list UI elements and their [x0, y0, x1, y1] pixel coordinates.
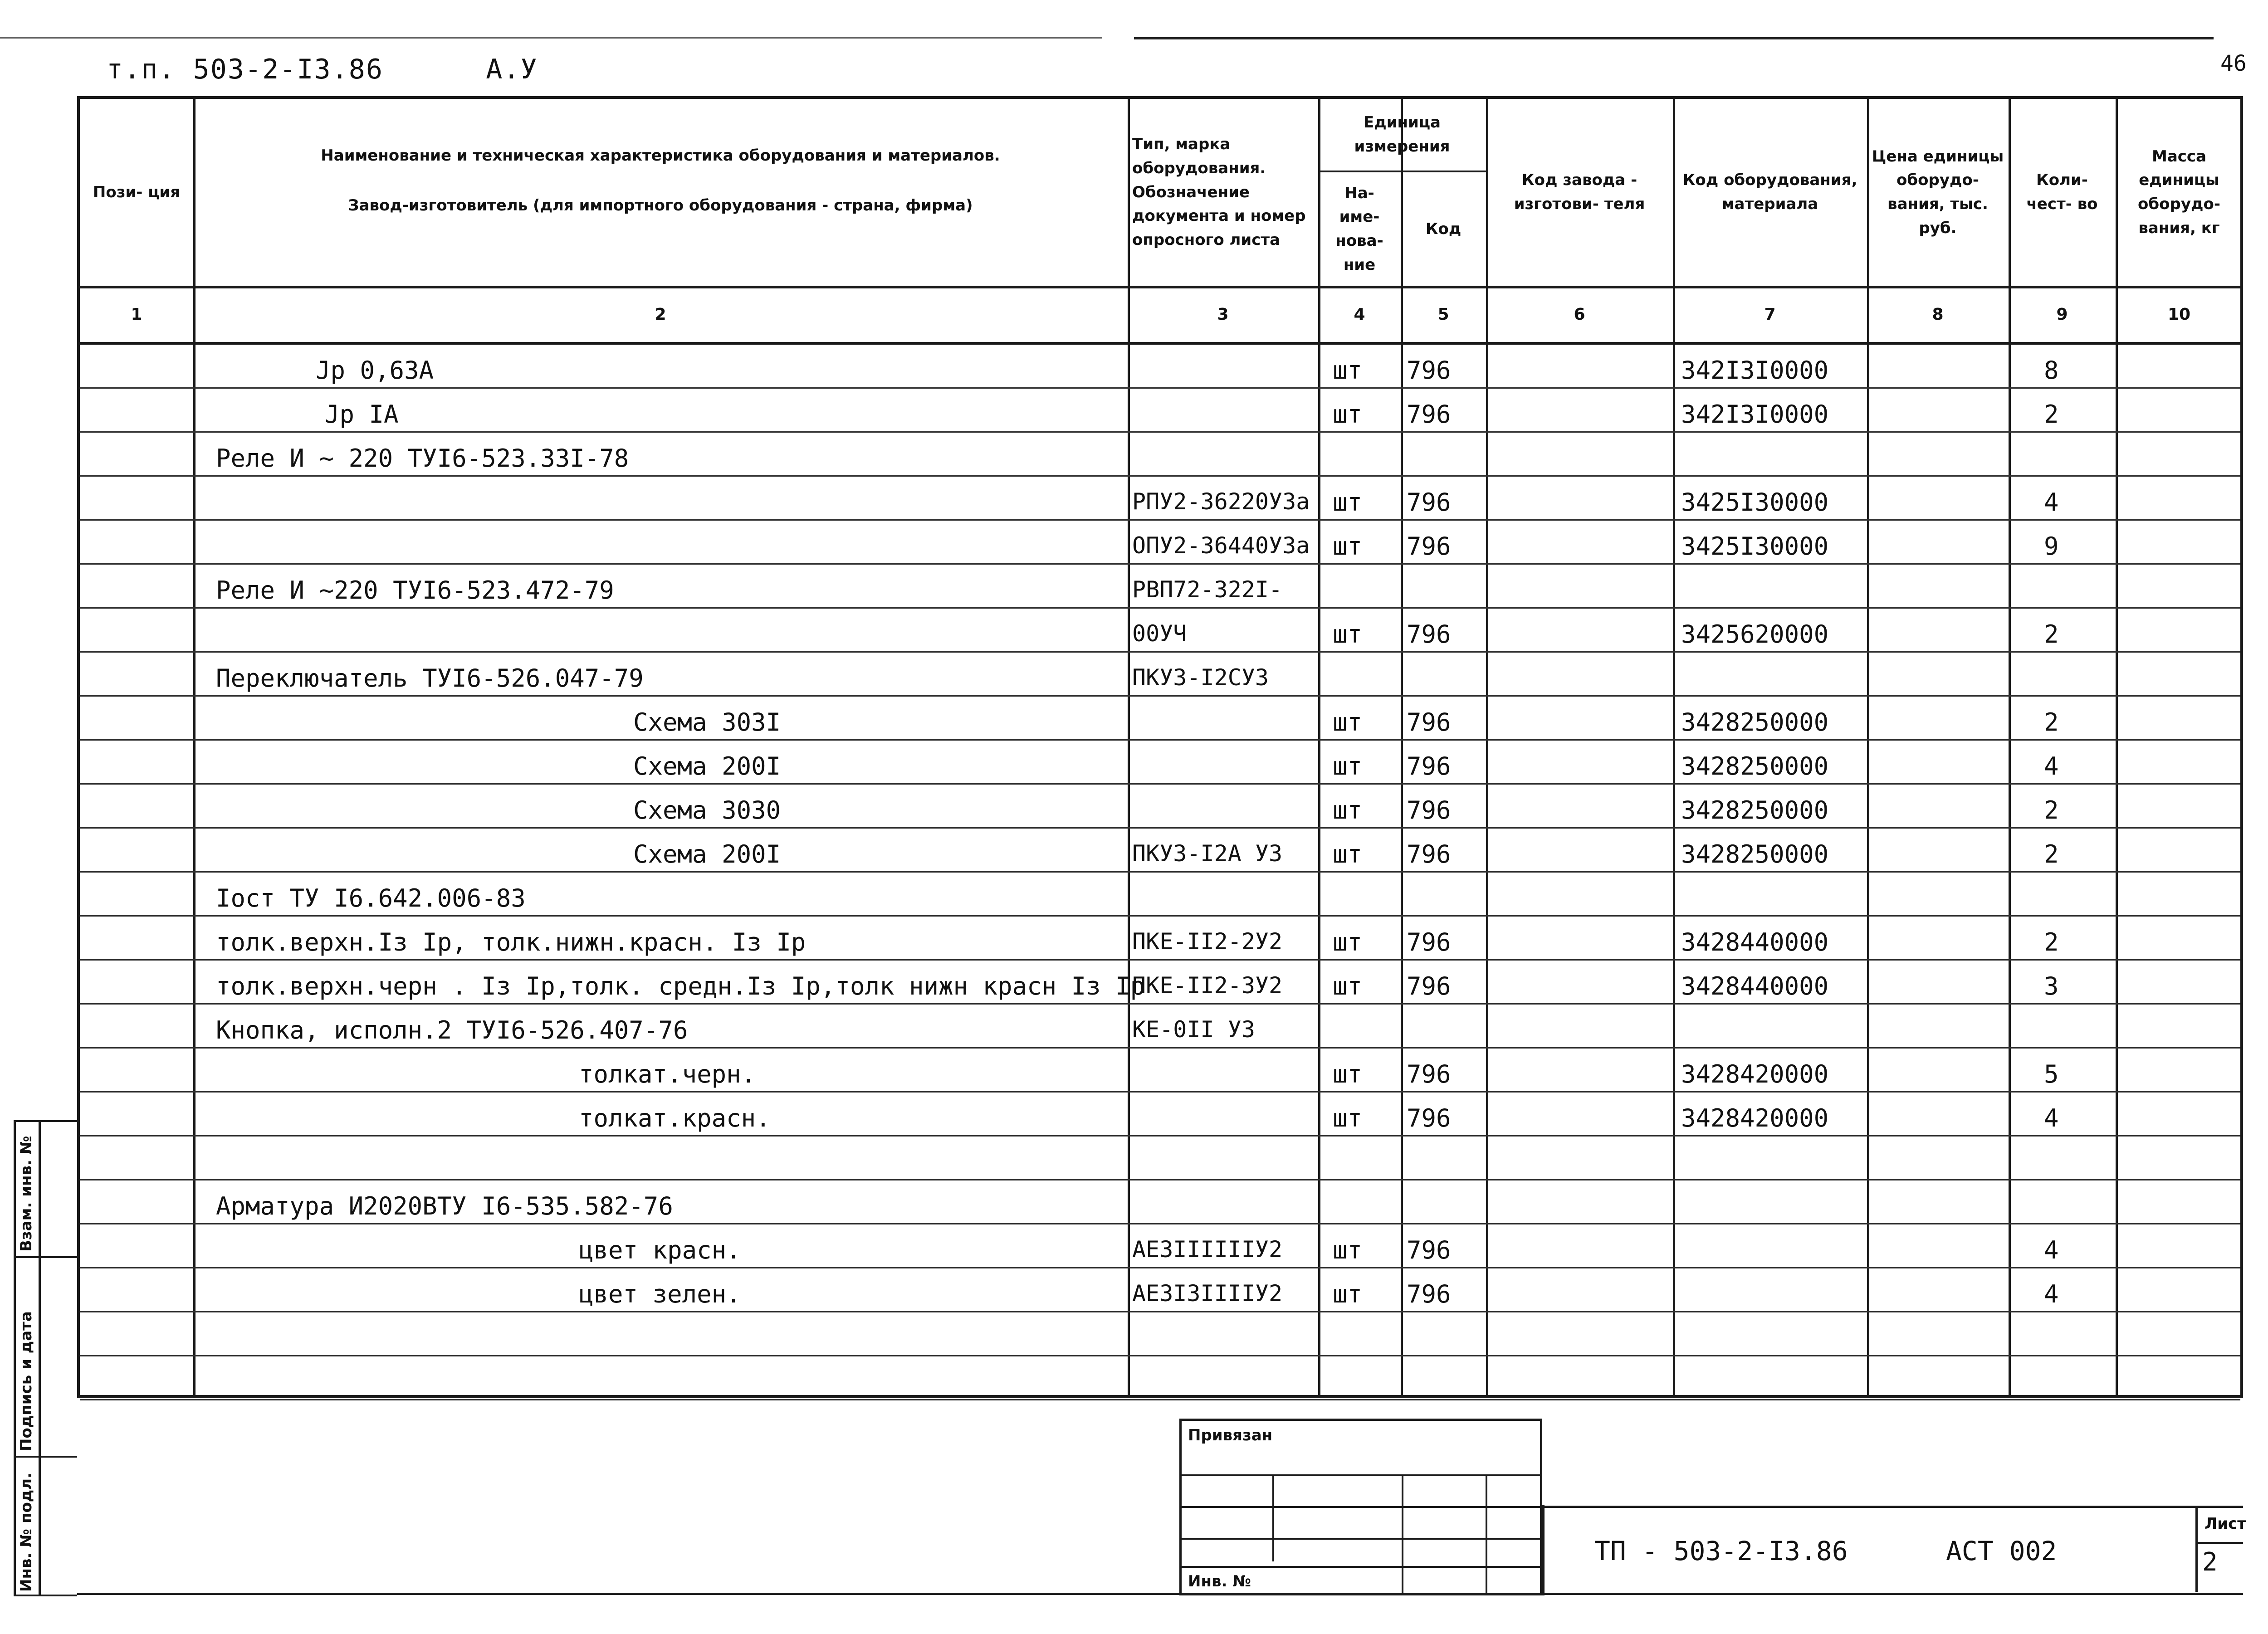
table-row: [80, 1136, 2240, 1180]
unit-code-cell: 796: [1407, 708, 1451, 737]
table-row: [80, 829, 2240, 873]
unit-name-cell: шт: [1333, 972, 1363, 1000]
name-cell: Кнопка, исполн.2 ТУI6-526.407-76: [216, 1016, 688, 1044]
table-row: [80, 1356, 2240, 1400]
name-cell: Jр IA: [325, 400, 399, 429]
unit-name-cell: шт: [1333, 620, 1363, 649]
sheet-value: 2: [2202, 1547, 2218, 1577]
quantity-cell: 2: [2044, 840, 2059, 868]
quantity-cell: 2: [2044, 620, 2059, 649]
name-cell: толк.верхн.Iз Iр, толк.нижн.красн. Iз Iр: [216, 928, 806, 956]
colnum-5: 5: [1437, 305, 1449, 324]
quantity-cell: 9: [2044, 532, 2059, 561]
quantity-cell: 2: [2044, 796, 2059, 824]
name-cell: толкат.черн.: [579, 1060, 756, 1088]
type-cell: 00УЧ: [1132, 620, 1187, 647]
type-cell: ПКУЗ-I2СУЗ: [1132, 664, 1269, 691]
quantity-cell: 4: [2044, 752, 2059, 780]
name-cell: Схема 3030: [633, 796, 781, 824]
header-name-line1: Наименование и техническая характеристика оборудования и материалов.: [321, 146, 1000, 165]
colnum-9: 9: [2056, 305, 2068, 324]
unit-code-cell: 796: [1407, 840, 1451, 868]
margin-outer-line: [14, 1120, 16, 1596]
equipment-code-cell: 3428440000: [1681, 972, 1829, 1000]
name-cell: Переключатель ТУI6-526.047-79: [216, 664, 644, 693]
unit-code-cell: 796: [1407, 796, 1451, 824]
header-bottom-line: [80, 286, 2240, 288]
document-ref: [107, 54, 538, 85]
type-cell: ПКЕ-II2-3У2: [1132, 972, 1283, 999]
unit-code-cell: 796: [1407, 1236, 1451, 1264]
type-cell: АЕ3IIIIIIУ2: [1132, 1236, 1283, 1263]
quantity-cell: 4: [2044, 1104, 2059, 1132]
header-mass: Масса единицы оборудо- вания, кг: [2138, 147, 2220, 237]
margin-top-line: [14, 1120, 77, 1122]
table-row: [80, 1268, 2240, 1312]
unit-name-cell: шт: [1333, 1104, 1363, 1132]
header-unit-name: На- име- нова- ние: [1335, 184, 1383, 274]
name-cell: Реле И ~220 ТУI6-523.472-79: [216, 576, 614, 605]
table-row: [80, 1224, 2240, 1268]
equipment-code-cell: 3428440000: [1681, 928, 1829, 956]
margin-sep-2: [14, 1456, 77, 1458]
unit-code-cell: 796: [1407, 1104, 1451, 1132]
unit-name-cell: шт: [1333, 1060, 1363, 1088]
unit-name-cell: шт: [1333, 1236, 1363, 1264]
header-unit-group: Единица измерения: [1354, 113, 1450, 156]
unit-code-cell: 796: [1407, 488, 1451, 517]
type-cell: КЕ-0II УЗ: [1132, 1016, 1255, 1043]
header-unit-code: Код: [1425, 219, 1461, 238]
unit-code-cell: 796: [1407, 1060, 1451, 1088]
type-cell: РПУ2-36220УЗа: [1132, 488, 1310, 515]
table-row: [80, 609, 2240, 653]
sheet-number: 46: [2220, 51, 2247, 76]
name-cell: цвет зелен.: [579, 1280, 741, 1308]
quantity-cell: 8: [2044, 356, 2059, 385]
title-block: [1542, 1506, 2246, 1592]
stamp-vline-1: [1272, 1474, 1274, 1561]
type-cell: РВП72-322I-: [1132, 576, 1283, 603]
table-row: [80, 961, 2240, 1005]
header-type: Тип, марка оборудования. Обозначение документа и номер опросного листа: [1132, 135, 1306, 249]
type-cell: ОПУ2-36440УЗа: [1132, 532, 1310, 559]
margin-stamp: [14, 1120, 77, 1596]
binding-stamp: [1179, 1419, 1542, 1595]
header-position: Пози- ция: [93, 183, 181, 201]
section-text: А.У: [486, 54, 538, 85]
colnum-4: 4: [1354, 305, 1365, 324]
margin-inv-podl: Инв. № подл.: [17, 1472, 35, 1592]
equipment-code-cell: 3428420000: [1681, 1104, 1829, 1132]
colnum-10: 10: [2167, 305, 2191, 324]
header-equipment-code: Код оборудования, материала: [1682, 171, 1857, 213]
header-name-line2: Завод-изготовитель (для импортного оборудования - страна, фирма): [348, 196, 973, 215]
type-cell: ПКУЗ-I2А УЗ: [1132, 840, 1283, 867]
table-row: [80, 1180, 2240, 1224]
name-cell: толк.верхн.черн . Iз Iр,толк. средн.Iз Iр,толк нижн красн Iз Iр: [216, 972, 1145, 1000]
quantity-cell: 4: [2044, 1236, 2059, 1264]
stamp-vline-2: [1402, 1474, 1403, 1593]
quantity-cell: 2: [2044, 708, 2059, 737]
unit-name-cell: шт: [1333, 928, 1363, 956]
equipment-code-cell: 3428250000: [1681, 840, 1829, 868]
stamp-vline-3: [1486, 1474, 1487, 1593]
table-row: [80, 1312, 2240, 1356]
specification-table: [77, 96, 2243, 1398]
type-cell: АЕ3I3IIIIУ2: [1132, 1280, 1283, 1307]
quantity-cell: 3: [2044, 972, 2059, 1000]
table-row: [80, 1005, 2240, 1049]
unit-code-cell: 796: [1407, 400, 1451, 429]
margin-sep-1: [14, 1256, 77, 1258]
type-cell: ПКЕ-II2-2У2: [1132, 928, 1283, 955]
inventory-label: Инв. №: [1188, 1572, 1251, 1590]
unit-name-cell: шт: [1333, 840, 1363, 868]
equipment-code-cell: 3428250000: [1681, 708, 1829, 737]
header-price: Цена единицы оборудо- вания, тыс. руб.: [1872, 147, 2004, 237]
quantity-cell: 4: [2044, 1280, 2059, 1308]
colnum-1: 1: [131, 305, 142, 324]
top-rule-left: [0, 37, 1102, 39]
margin-vzam-inv: Взам. инв. №: [17, 1136, 35, 1252]
margin-sign-date: Подпись и дата: [17, 1311, 35, 1451]
equipment-code-cell: 342I3I0000: [1681, 356, 1829, 385]
table-row: [80, 1093, 2240, 1136]
table-row: [80, 785, 2240, 829]
unit-code-cell: 796: [1407, 752, 1451, 780]
equipment-code-cell: 3428420000: [1681, 1060, 1829, 1088]
sheet-label: Лист: [2204, 1515, 2246, 1533]
margin-inner-line: [39, 1120, 41, 1596]
unit-name-cell: шт: [1333, 356, 1363, 385]
quantity-cell: 4: [2044, 488, 2059, 517]
unit-code-cell: 796: [1407, 532, 1451, 561]
quantity-cell: 5: [2044, 1060, 2059, 1088]
name-cell: Схема 200I: [633, 840, 781, 868]
title-doc-ref: ТП - 503-2-I3.86: [1594, 1536, 1848, 1566]
unit-code-cell: 796: [1407, 356, 1451, 385]
equipment-code-cell: 3425620000: [1681, 620, 1829, 649]
ref-text: т.п. 503-2-I3.86: [107, 54, 383, 85]
top-rule-right: [1134, 37, 2214, 39]
name-cell: толкат.красн.: [579, 1104, 771, 1132]
table-row: [80, 565, 2240, 609]
colnum-2: 2: [655, 305, 666, 324]
margin-bottom-line: [14, 1595, 77, 1596]
unit-code-cell: 796: [1407, 928, 1451, 956]
table-row: [80, 741, 2240, 785]
colnum-8: 8: [1932, 305, 1944, 324]
unit-code-cell: 796: [1407, 972, 1451, 1000]
table-row: [80, 1049, 2240, 1093]
equipment-code-cell: 342I3I0000: [1681, 400, 1829, 429]
name-cell: Реле И ~ 220 ТУI6-523.33I-78: [216, 444, 629, 473]
table-row: [80, 477, 2240, 521]
colnum-6: 6: [1574, 305, 1585, 324]
equipment-code-cell: 3428250000: [1681, 752, 1829, 780]
name-cell: Схема 303I: [633, 708, 781, 737]
table-row: [80, 653, 2240, 697]
unit-name-cell: шт: [1333, 752, 1363, 780]
bottom-frame-line: [77, 1593, 2243, 1595]
title-left-line: [1542, 1505, 1545, 1595]
name-cell: Jр 0,63А: [316, 356, 434, 385]
table-row: [80, 389, 2240, 433]
name-cell: Iост ТУ I6.642.006-83: [216, 884, 526, 912]
table-row: [80, 697, 2240, 741]
header-quantity: Коли- чест- во: [2026, 171, 2098, 213]
name-cell: Арматура И2020ВТУ I6-535.582-76: [216, 1192, 673, 1220]
equipment-code-cell: 3428250000: [1681, 796, 1829, 824]
unit-name-cell: шт: [1333, 488, 1363, 517]
binding-label: Привязан: [1188, 1426, 1273, 1444]
name-cell: Схема 200I: [633, 752, 781, 780]
table-row: [80, 345, 2240, 389]
table-row: [80, 873, 2240, 917]
unit-name-cell: шт: [1333, 796, 1363, 824]
table-row: [80, 917, 2240, 961]
header-maker-code: Код завода - изготови- теля: [1514, 171, 1645, 213]
table-row: [80, 521, 2240, 565]
colnum-3: 3: [1217, 305, 1229, 324]
unit-name-cell: шт: [1333, 400, 1363, 429]
title-top-line: [1542, 1506, 2243, 1508]
name-cell: цвет красн.: [579, 1236, 741, 1264]
unit-code-cell: 796: [1407, 1280, 1451, 1308]
quantity-cell: 2: [2044, 400, 2059, 429]
title-sheet-sep: [2195, 1506, 2198, 1592]
unit-code-cell: 796: [1407, 620, 1451, 649]
unit-name-cell: шт: [1333, 708, 1363, 737]
title-doc-code: АСТ 002: [1946, 1536, 2057, 1566]
quantity-cell: 2: [2044, 928, 2059, 956]
equipment-code-cell: 3425I30000: [1681, 488, 1829, 517]
equipment-code-cell: 3425I30000: [1681, 532, 1829, 561]
colnum-7: 7: [1764, 305, 1776, 324]
unit-name-cell: шт: [1333, 532, 1363, 561]
table-row: [80, 433, 2240, 477]
unit-name-cell: шт: [1333, 1280, 1363, 1308]
title-sheet-line: [2198, 1542, 2243, 1544]
